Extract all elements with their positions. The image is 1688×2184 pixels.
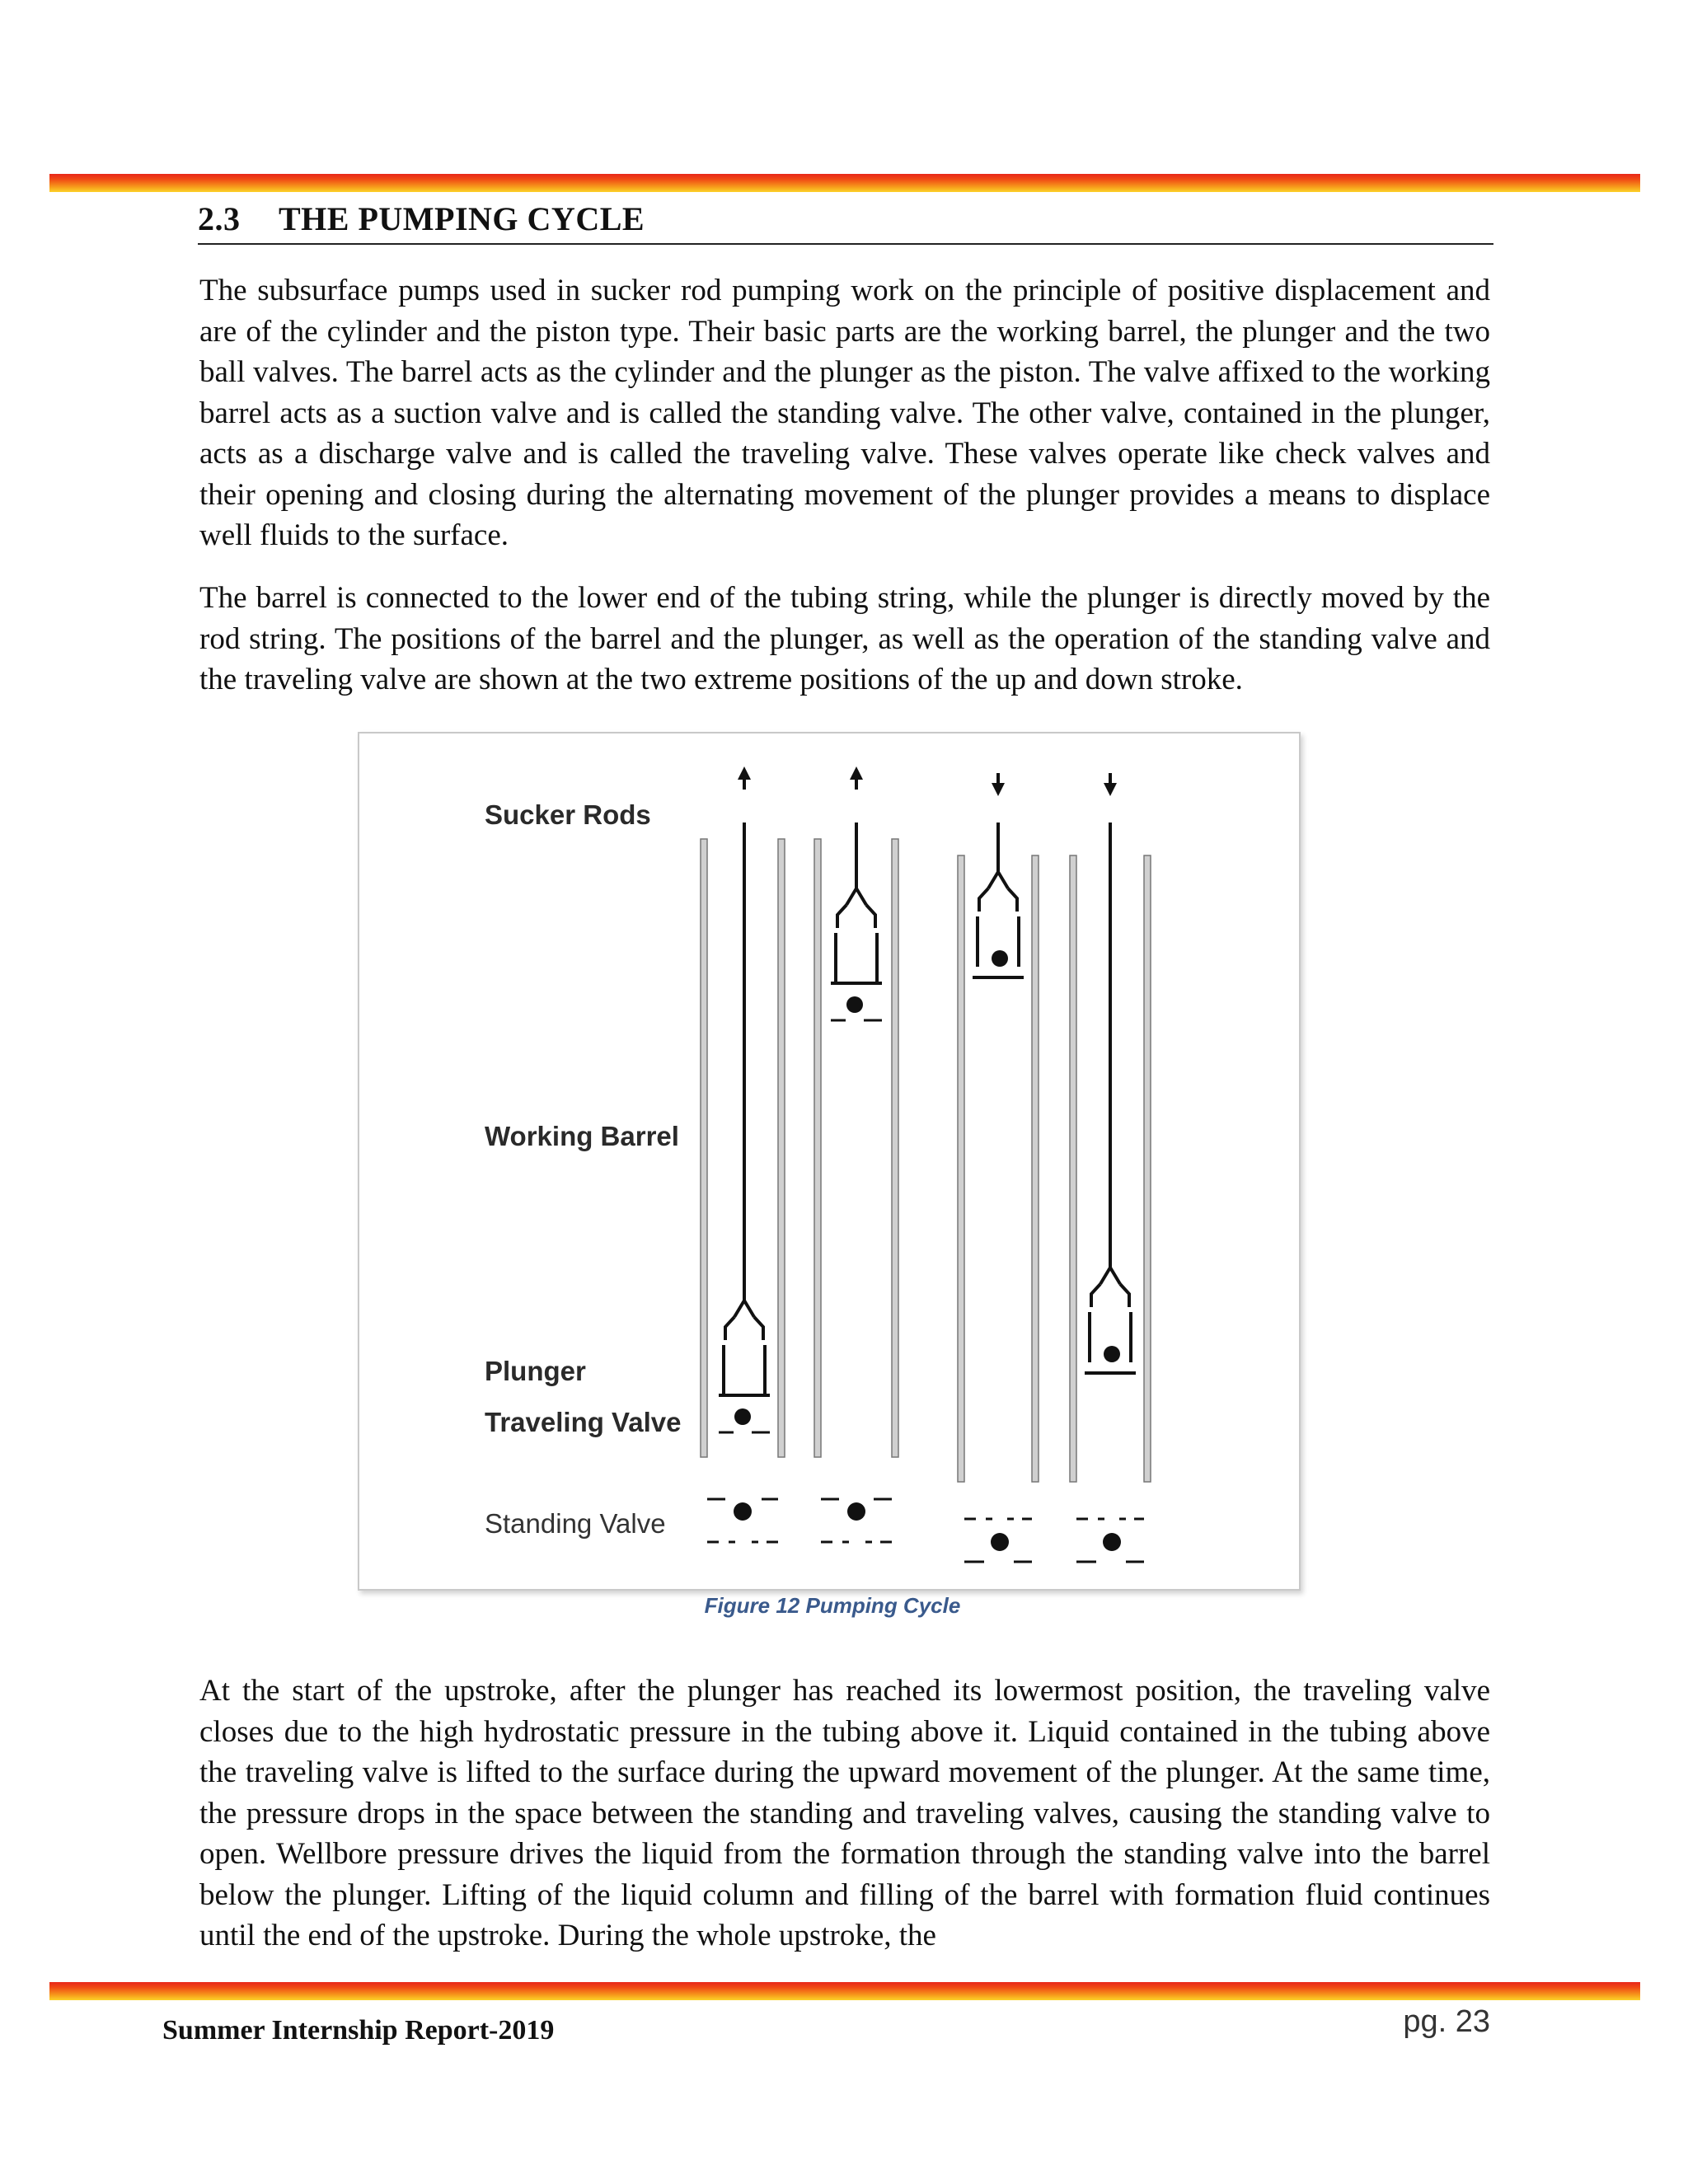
header-color-band	[49, 174, 1640, 192]
barrel-wall	[701, 839, 707, 1457]
figure-caption: Figure 12 Pumping Cycle	[704, 1593, 961, 1618]
body-paragraph: The barrel is connected to the lower end of the tubing string, while the plunger is directly moved by the rod string. The positions of the barrel and the plunger, as well as the operation of the standing valve and the traveling valve are shown at the two extreme positions of the up and down stroke.	[199, 581, 1490, 696]
standing-valve-ball	[1103, 1533, 1121, 1551]
standing-valve-ball	[991, 1533, 1009, 1551]
standing-valve-ball	[847, 1502, 865, 1521]
barrel-wall	[892, 839, 898, 1457]
pump-diagram-3	[958, 773, 1039, 1562]
label-traveling-valve: Traveling Valve	[485, 1407, 682, 1437]
rod-and-plunger	[831, 823, 882, 983]
section-number: 2.3	[198, 200, 241, 237]
barrel-wall	[958, 855, 964, 1482]
pumping-cycle-figure	[358, 732, 1301, 1591]
traveling-valve-ball	[734, 1408, 751, 1425]
barrel-wall	[1144, 855, 1151, 1482]
barrel-wall	[778, 839, 785, 1457]
pump-diagram-2	[814, 773, 898, 1542]
rod-and-plunger	[1085, 823, 1136, 1373]
label-sucker-rods: Sucker Rods	[485, 799, 651, 830]
label-standing-valve: Standing Valve	[485, 1508, 666, 1539]
section-heading	[198, 199, 1493, 245]
section-title: THE PUMPING CYCLE	[279, 200, 645, 237]
barrel-wall	[1032, 855, 1039, 1482]
standing-valve-ball	[734, 1502, 752, 1521]
rod-and-plunger	[719, 823, 770, 1395]
pump-diagram-4	[1070, 773, 1151, 1562]
label-plunger: Plunger	[485, 1356, 586, 1386]
footer-color-band	[49, 1982, 1640, 2000]
barrel-wall	[1070, 855, 1076, 1482]
traveling-valve-ball	[992, 950, 1008, 967]
body-paragraph: The subsurface pumps used in sucker rod pumping work on the principle of positive displacement and are of the cylinder and the piston type. Their basic parts are the working barrel, the plunger and the two ball valves. The barrel acts as the cylinder and the plunger as the piston. The valve affixed to the working barrel acts as a suction valve and is called the standing valve. The other valve, contained in the plunger, acts as a discharge valve and is called the traveling valve. These valves operate like check valves and their opening and closing during the alternating movement of the plunger provides a means to displace well fluids to the surface.	[199, 274, 1490, 552]
page-number: pg. 23	[1403, 2004, 1490, 2039]
traveling-valve-ball	[1104, 1346, 1120, 1362]
label-working-barrel: Working Barrel	[485, 1121, 679, 1151]
pump-diagram-1	[701, 773, 785, 1542]
barrel-wall	[814, 839, 821, 1457]
footer-report-title: Summer Internship Report-2019	[162, 2015, 555, 2046]
body-paragraph: At the start of the upstroke, after the plunger has reached its lowermost position, the traveling valve closes due to the high hydrostatic pressure in the tubing above it. Liquid contained in the tubing above the traveling valve is lifted to the surface during the upward movement of the plunger. At the same time, the pressure drops in the space between the standing and traveling valves, causing the standing valve to open. Wellbore pressure drives the liquid from the formation through the standing valve into the barrel below the plunger. Lifting of the liquid column and filling of the barrel with formation fluid continues until the end of the upstroke. During the whole upstroke, the	[199, 1674, 1490, 1952]
traveling-valve-ball	[846, 996, 863, 1013]
